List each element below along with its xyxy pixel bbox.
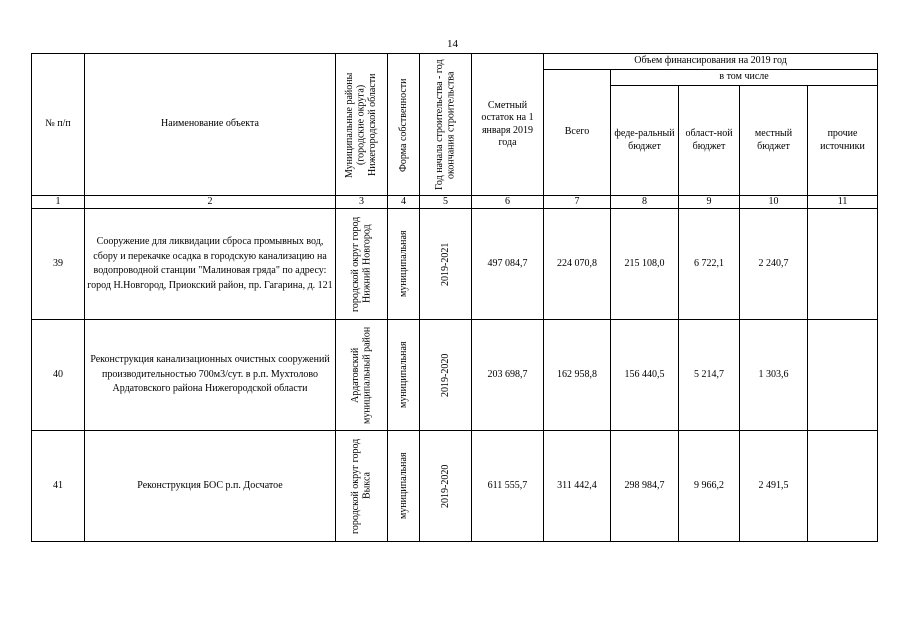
row-regional: 6 722,1 — [679, 209, 740, 320]
row-total: 224 070,8 — [544, 209, 611, 320]
header-name: Наименование объекта — [85, 54, 336, 196]
row-local: 2 491,5 — [740, 431, 808, 542]
header-other: прочие источники — [808, 86, 878, 196]
column-number: 4 — [388, 196, 420, 209]
row-balance: 497 084,7 — [472, 209, 544, 320]
row-ownership — [388, 209, 420, 320]
row-ownership — [388, 320, 420, 431]
header-num: № п/п — [32, 54, 85, 196]
row-other — [808, 320, 878, 431]
row-years-text: 2019-2020 — [439, 353, 451, 397]
row-object-name: Реконструкция канализационных очистных сооружений производительностью 700м3/сут. в р.п. Мухтолово Ардатовского района Нижегородской области — [85, 320, 336, 431]
row-object-name: Сооружение для ликвидации сброса промывных вод, сбору и перекачке осадка в городскую канализацию на водопроводной станции "Малиновая гряда" по адресу: город Н.Новгород, Приокский район, пр. Гагарина, д. 121 — [85, 209, 336, 320]
row-ownership-text: муниципальная — [397, 452, 409, 520]
row-ownership-text: муниципальная — [397, 341, 409, 409]
row-years-text: 2019-2021 — [439, 242, 451, 286]
row-district-text: городской округ город Выкса — [350, 438, 373, 534]
column-number: 2 — [85, 196, 336, 209]
header-local: местный бюджет — [740, 86, 808, 196]
row-federal: 215 108,0 — [611, 209, 679, 320]
row-ownership — [388, 431, 420, 542]
column-number: 5 — [420, 196, 472, 209]
row-object-name: Реконструкция БОС р.п. Досчатое — [85, 431, 336, 542]
column-number: 11 — [808, 196, 878, 209]
column-number: 1 — [32, 196, 85, 209]
row-district — [336, 320, 388, 431]
row-federal: 156 440,5 — [611, 320, 679, 431]
header-district — [336, 54, 388, 196]
column-number: 7 — [544, 196, 611, 209]
header-years — [420, 54, 472, 196]
column-number: 6 — [472, 196, 544, 209]
header-years-text: Год начала строительства - год окончания строительства — [434, 59, 457, 190]
row-regional: 5 214,7 — [679, 320, 740, 431]
row-balance: 203 698,7 — [472, 320, 544, 431]
table-row — [32, 209, 878, 320]
header-total: Всего — [544, 70, 611, 196]
table-row — [32, 431, 878, 542]
row-ownership-text: муниципальная — [397, 230, 409, 298]
row-years — [420, 209, 472, 320]
row-local: 2 240,7 — [740, 209, 808, 320]
row-years-text: 2019-2020 — [439, 464, 451, 508]
header-balance: Сметный остаток на 1 января 2019 года — [472, 54, 544, 196]
row-num: 39 — [32, 209, 85, 320]
header-ownership — [388, 54, 420, 196]
row-num: 41 — [32, 431, 85, 542]
column-number: 9 — [679, 196, 740, 209]
financing-table — [31, 53, 878, 542]
header-district-text: Муниципальные районы (городские округа) Нижегородской области — [344, 71, 379, 178]
row-total: 311 442,4 — [544, 431, 611, 542]
row-years — [420, 431, 472, 542]
header-regional: област-ной бюджет — [679, 86, 740, 196]
row-other — [808, 209, 878, 320]
row-local: 1 303,6 — [740, 320, 808, 431]
header-ownership-text: Форма собственности — [397, 77, 409, 172]
row-num: 40 — [32, 320, 85, 431]
header-financing: Объем финансирования на 2019 год — [544, 54, 878, 70]
row-regional: 9 966,2 — [679, 431, 740, 542]
row-district — [336, 431, 388, 542]
table-row — [32, 320, 878, 431]
column-number: 3 — [336, 196, 388, 209]
row-years — [420, 320, 472, 431]
header-including: в том числе — [611, 70, 878, 86]
column-number: 10 — [740, 196, 808, 209]
column-number-row — [32, 196, 878, 209]
row-district — [336, 209, 388, 320]
row-federal: 298 984,7 — [611, 431, 679, 542]
row-district-text: Ардатовский муниципальный район — [350, 326, 373, 424]
page-number: 14 — [447, 38, 458, 50]
row-total: 162 958,8 — [544, 320, 611, 431]
row-balance: 611 555,7 — [472, 431, 544, 542]
row-district-text: городской округ город Нижний Новгород — [350, 216, 373, 312]
row-other — [808, 431, 878, 542]
header-federal: феде-ральный бюджет — [611, 86, 679, 196]
column-number: 8 — [611, 196, 679, 209]
